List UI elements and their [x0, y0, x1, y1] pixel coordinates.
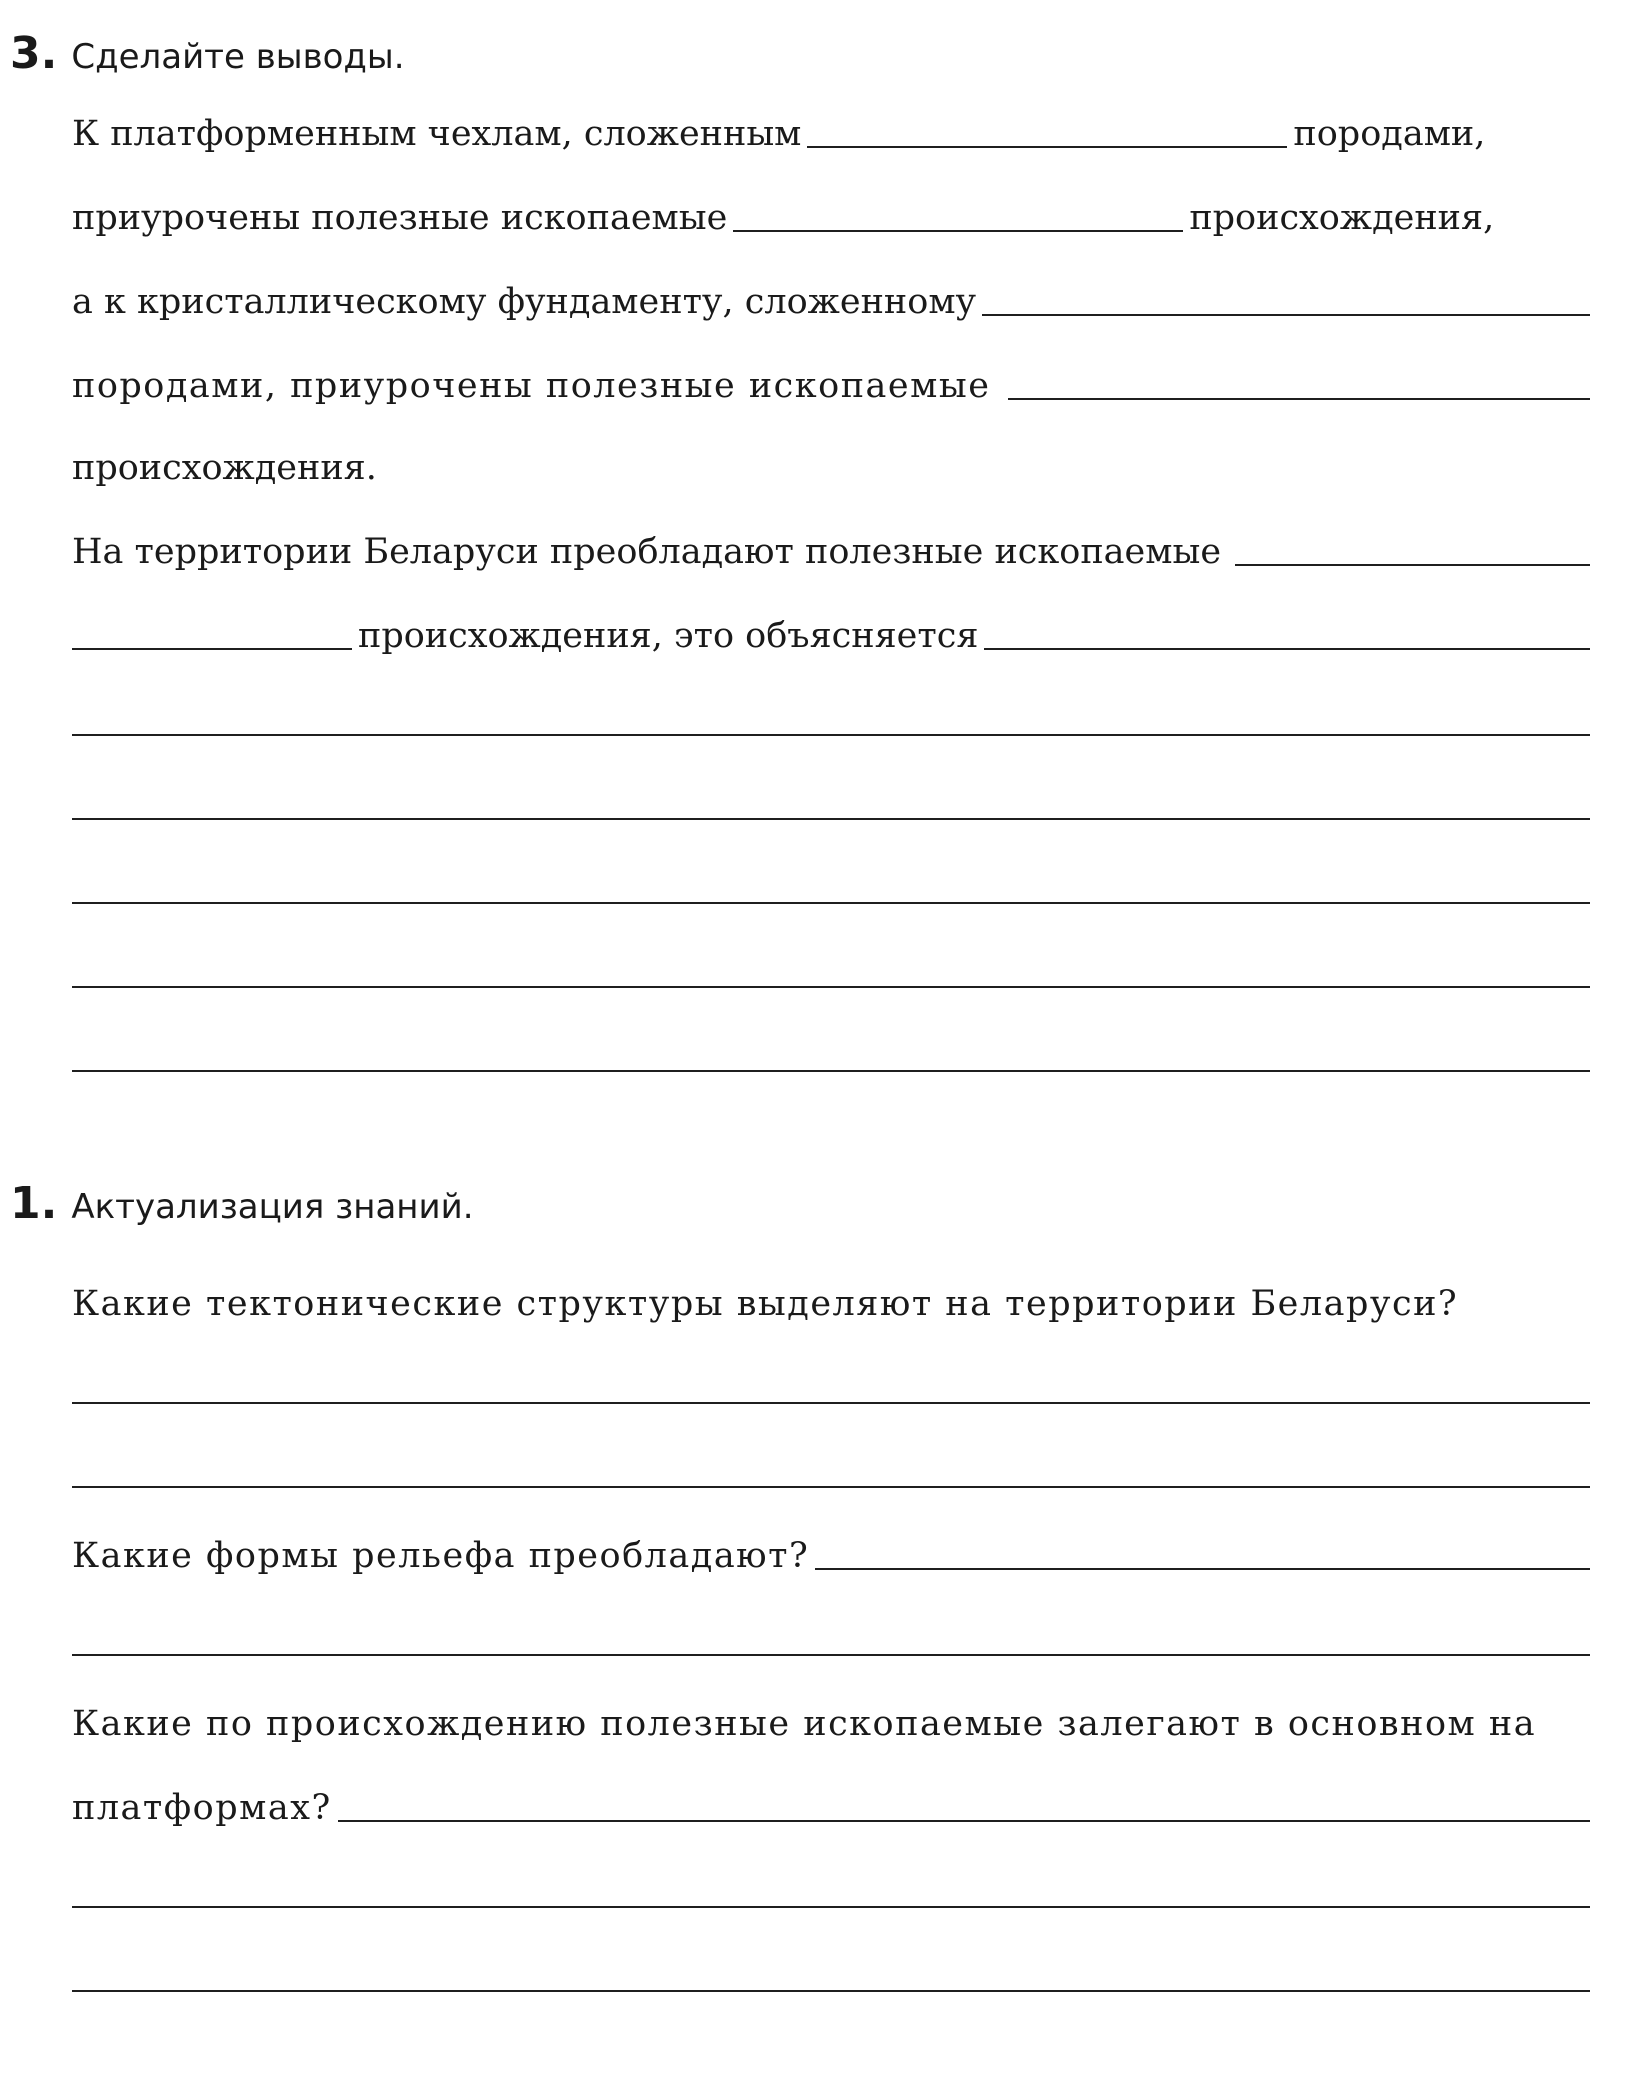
- answer-blank[interactable]: [807, 146, 1287, 148]
- question-3-text: Какие по происхождению полезные ископаемые залегают в основном на: [72, 1704, 1537, 1744]
- answer-line: [72, 844, 1590, 910]
- answer-blank[interactable]: [815, 1568, 1590, 1570]
- question-2-text: Какие формы рельефа преобладают?: [72, 1536, 810, 1576]
- task3-line-6: [72, 508, 1590, 574]
- answer-blank[interactable]: [1235, 564, 1590, 566]
- task3-line-2: [72, 174, 1590, 240]
- task3-line-7: [72, 592, 1590, 658]
- answer-blank[interactable]: [338, 1820, 1590, 1822]
- answer-blank[interactable]: [72, 1990, 1590, 1992]
- question-3-text-cont: платформах?: [72, 1788, 332, 1828]
- answer-line: [72, 676, 1590, 742]
- answer-blank[interactable]: [72, 1486, 1590, 1488]
- answer-blank[interactable]: [72, 734, 1590, 736]
- task1-question-1: [72, 1260, 1590, 1326]
- answer-blank[interactable]: [72, 1906, 1590, 1908]
- answer-blank[interactable]: [72, 986, 1590, 988]
- answer-blank[interactable]: [72, 902, 1590, 904]
- task1-question-3: [72, 1680, 1590, 1746]
- task3-text-2a: приурочены полезные ископаемые: [72, 198, 728, 238]
- task3-text-4a: породами, приурочены полезные ископаемые: [72, 366, 991, 406]
- task3-line-1: [72, 90, 1590, 156]
- answer-blank[interactable]: [72, 1654, 1590, 1656]
- answer-blank[interactable]: [72, 818, 1590, 820]
- question-1-text: Какие тектонические структуры выделяют на территории Беларуси?: [72, 1284, 1459, 1324]
- answer-line: [72, 1012, 1590, 1078]
- task1-question-2: [72, 1512, 1590, 1578]
- answer-line: [72, 928, 1590, 994]
- task3-text-1a: К платформенным чехлам, сложенным: [72, 114, 802, 154]
- task3-text-2b: происхождения,: [1189, 198, 1495, 238]
- task3-title: Сделайте выводы.: [71, 37, 405, 77]
- task3-text-3a: а к кристаллическому фундаменту, сложенному: [72, 282, 977, 322]
- task1-heading: [10, 1178, 474, 1229]
- answer-blank[interactable]: [72, 1070, 1590, 1072]
- task3-line-5: [72, 424, 1590, 490]
- answer-blank[interactable]: [72, 648, 352, 650]
- task1-number: 1.: [10, 1178, 58, 1229]
- task3-line-4: [72, 342, 1590, 408]
- task3-text-5a: происхождения.: [72, 448, 377, 488]
- task3-line-3: [72, 258, 1590, 324]
- task1-question-3-cont: [72, 1764, 1590, 1830]
- answer-blank[interactable]: [982, 314, 1590, 316]
- answer-line: [72, 1848, 1590, 1914]
- answer-line: [72, 1344, 1590, 1410]
- answer-line: [72, 1596, 1590, 1662]
- task3-heading: [10, 28, 405, 79]
- task3-text-6a: На территории Беларуси преобладают полезные ископаемые: [72, 532, 1222, 572]
- answer-blank[interactable]: [1008, 398, 1590, 400]
- task3-text-1b: породами,: [1293, 114, 1486, 154]
- answer-blank[interactable]: [733, 230, 1183, 232]
- answer-line: [72, 1932, 1590, 1998]
- answer-line: [72, 760, 1590, 826]
- task1-title: Актуализация знаний.: [71, 1187, 474, 1227]
- answer-blank[interactable]: [984, 648, 1590, 650]
- task3-text-7b: происхождения, это объясняется: [358, 616, 979, 656]
- answer-blank[interactable]: [72, 1402, 1590, 1404]
- answer-line: [72, 1428, 1590, 1494]
- task3-number: 3.: [10, 28, 58, 79]
